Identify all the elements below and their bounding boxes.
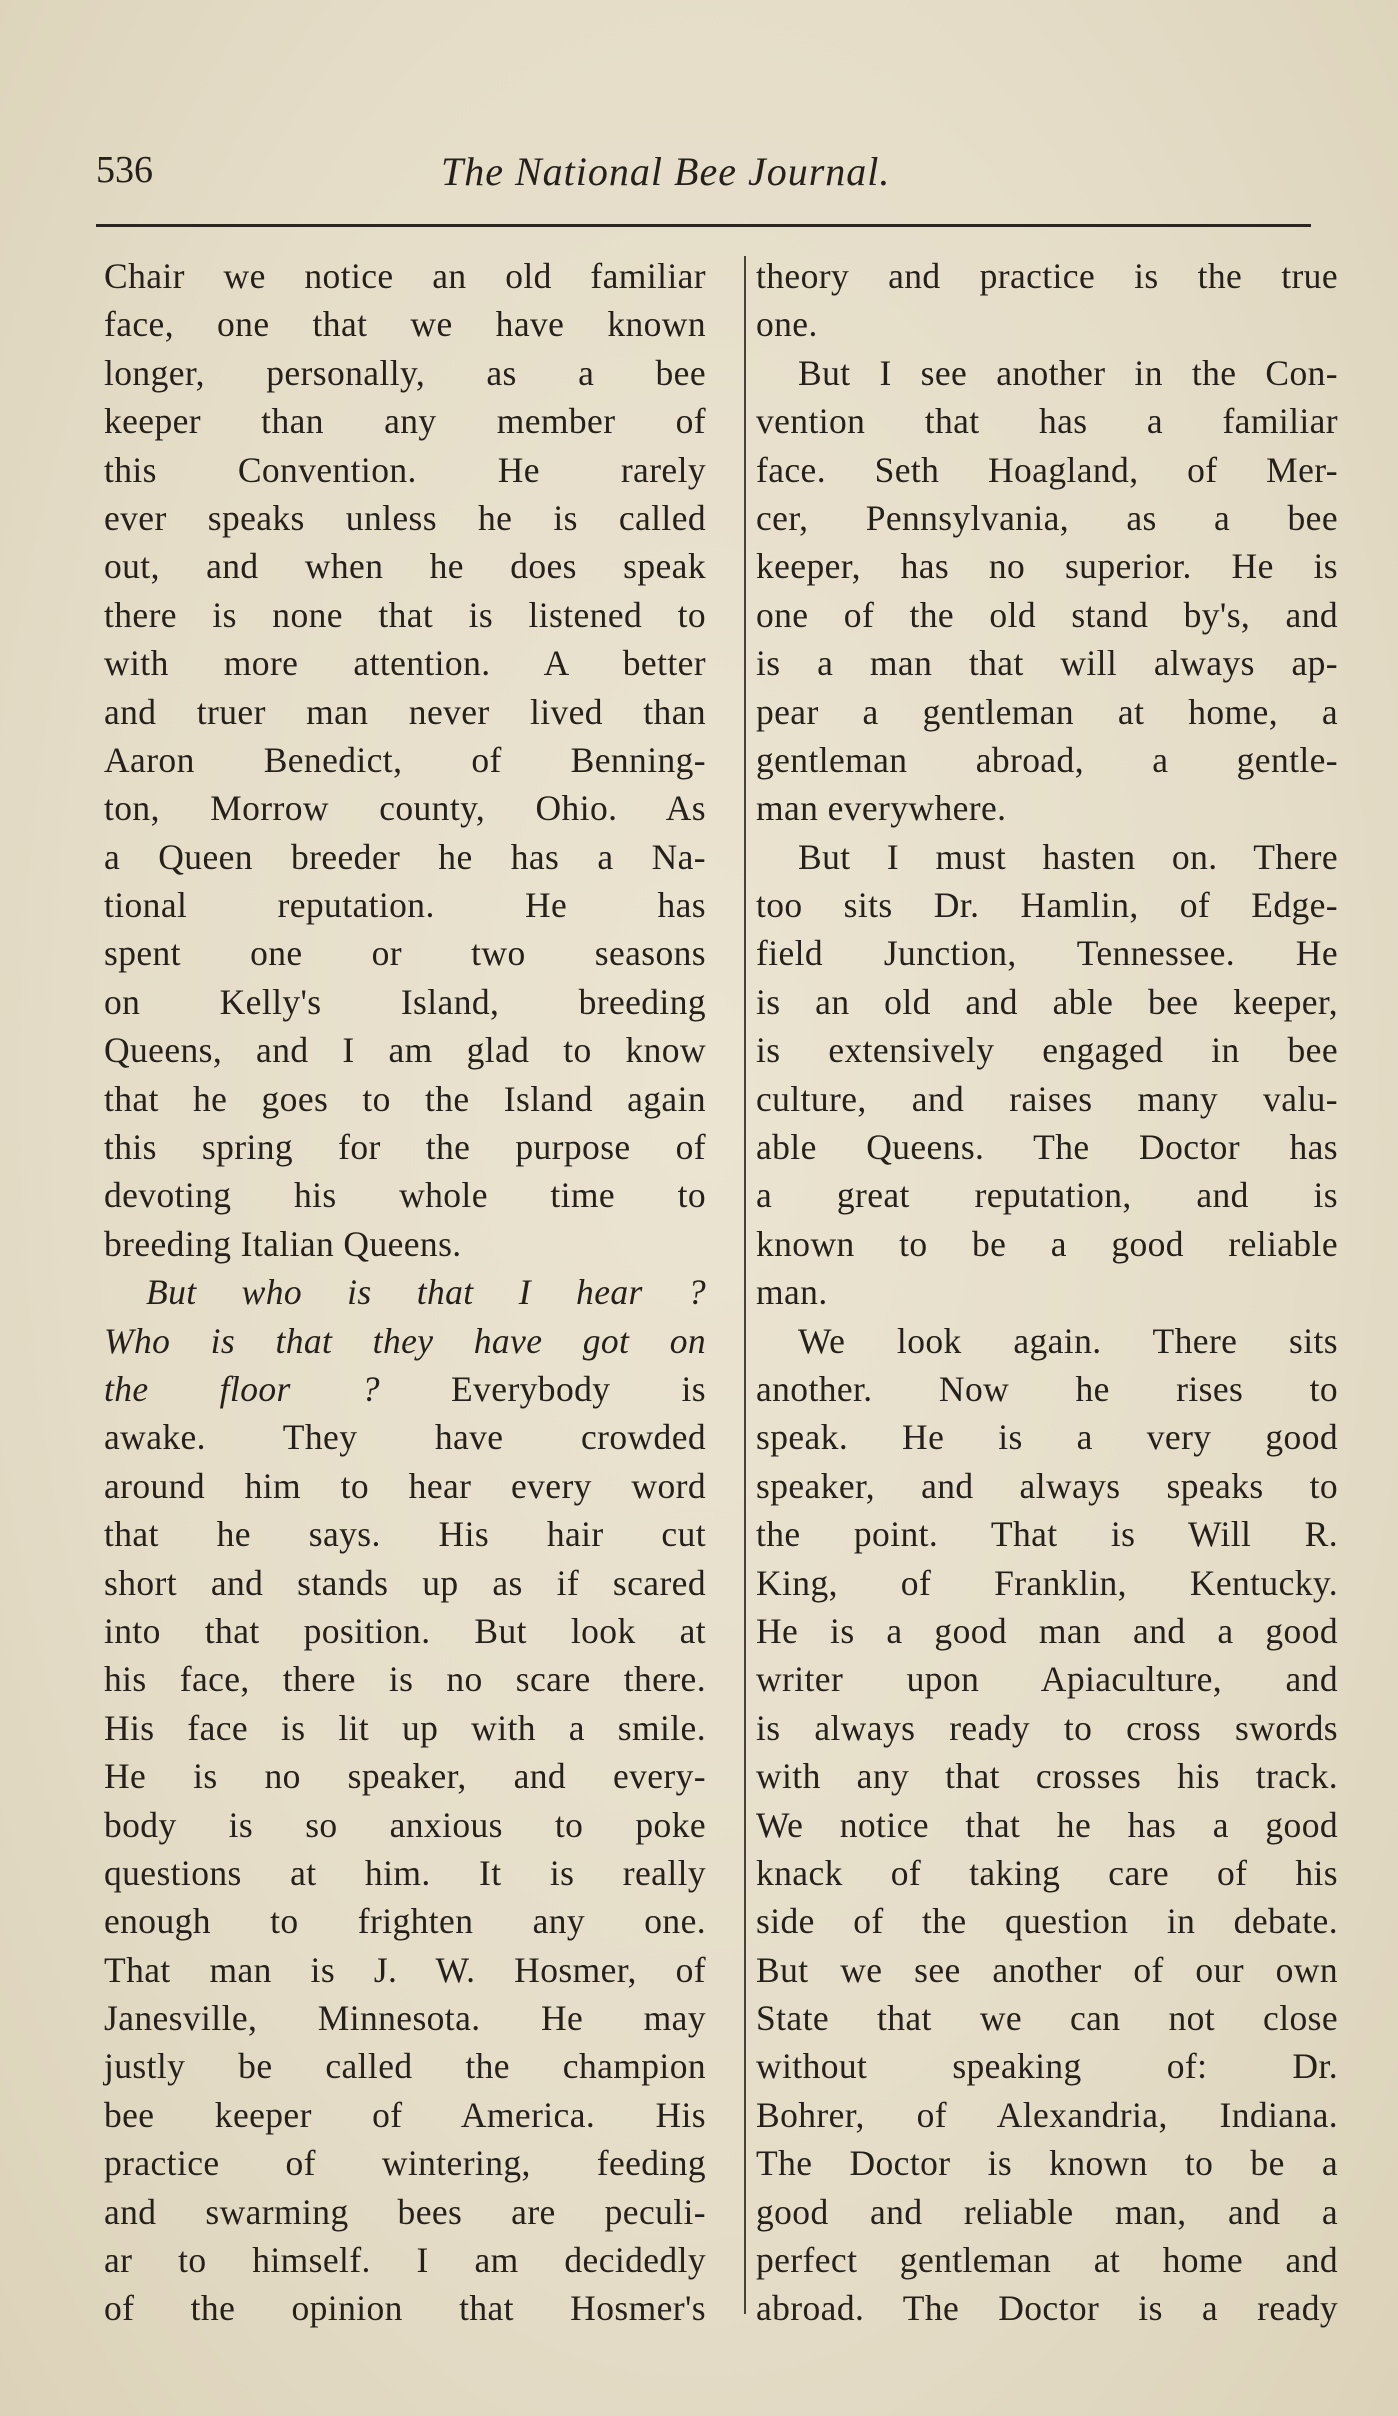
text-line: is extensively engaged in bee xyxy=(756,1030,1338,1071)
text-line: into that position. But look at xyxy=(104,1610,706,1651)
header-rule xyxy=(96,224,1311,227)
text-line: this spring for the purpose of xyxy=(104,1127,706,1168)
text-line: face. Seth Hoagland, of Mer- xyxy=(756,449,1338,490)
text-line: tional reputation. He has xyxy=(104,885,706,926)
text-line: of the opinion that Hosmer's xyxy=(104,2288,706,2329)
text-line: man everywhere. xyxy=(756,788,1007,829)
text-line: that he says. His hair cut xyxy=(104,1514,706,1555)
text-line: is always ready to cross swords xyxy=(756,1707,1338,1748)
text-line: short and stands up as if scared xyxy=(104,1562,706,1603)
italic-line: Who is that they have got on xyxy=(104,1320,706,1361)
text-line: a great reputation, and is xyxy=(756,1175,1338,1216)
text-line: awake. They have crowded xyxy=(104,1417,706,1458)
text-line: The Doctor is known to be a xyxy=(756,2143,1338,2184)
text-line: field Junction, Tennessee. He xyxy=(756,933,1338,974)
text-line: pear a gentleman at home, a xyxy=(756,691,1338,732)
text-line: bee keeper of America. His xyxy=(104,2094,706,2135)
text-line: His face is lit up with a smile. xyxy=(104,1707,706,1748)
text-line: cer, Pennsylvania, as a bee xyxy=(756,497,1338,538)
running-title: The National Bee Journal. xyxy=(441,149,891,194)
text-line: his face, there is no scare there. xyxy=(104,1659,706,1700)
text-line: good and reliable man, and a xyxy=(756,2191,1338,2232)
text-line: Bohrer, of Alexandria, Indiana. xyxy=(756,2094,1338,2135)
text-line: questions at him. It is really xyxy=(104,1852,706,1893)
text-line: breeding Italian Queens. xyxy=(104,1223,462,1264)
text-line: is a man that will always ap- xyxy=(756,643,1338,684)
text-line: able Queens. The Doctor has xyxy=(756,1127,1338,1168)
text-line xyxy=(104,1365,706,1413)
text-line: without speaking of: Dr. xyxy=(756,2046,1338,2087)
page-number: 536 xyxy=(96,149,153,191)
text-line: We notice that he has a good xyxy=(756,1804,1338,1845)
text-line: this Convention. He rarely xyxy=(104,449,706,490)
text-line: speak. He is a very good xyxy=(756,1417,1338,1458)
text-line: practice of wintering, feeding xyxy=(104,2143,706,2184)
text-line: Janesville, Minnesota. He may xyxy=(104,1998,706,2039)
text-line: the point. That is Will R. xyxy=(756,1514,1338,1555)
text-line: out, and when he does speak xyxy=(104,546,706,587)
text-line: around him to hear every word xyxy=(104,1465,706,1506)
text-line: abroad. The Doctor is a ready xyxy=(756,2288,1338,2329)
text-line: writer upon Apiaculture, and xyxy=(756,1659,1338,1700)
left-column xyxy=(104,252,706,2333)
text-line: ton, Morrow county, Ohio. As xyxy=(104,788,706,829)
column-rule xyxy=(744,256,746,2314)
text-line: perfect gentleman at home and xyxy=(756,2240,1338,2281)
text-line: with more attention. A better xyxy=(104,643,706,684)
text-phrase: Everybody is xyxy=(379,1368,706,1409)
text-line: vention that has a familiar xyxy=(756,401,1338,442)
text-line: Aaron Benedict, of Benning- xyxy=(104,739,706,780)
text-line: But we see another of our own xyxy=(756,1949,1338,1990)
text-line: a Queen breeder he has a Na- xyxy=(104,836,706,877)
text-line: another. Now he rises to xyxy=(756,1368,1338,1409)
text-line: that he goes to the Island again xyxy=(104,1078,706,1119)
text-line: Chair we notice an old familiar xyxy=(104,256,706,296)
text-line: and swarming bees are peculi- xyxy=(104,2191,706,2232)
text-line: there is none that is listened to xyxy=(104,594,706,635)
text-line: knack of taking care of his xyxy=(756,1852,1338,1893)
text-line: Queens, and I am glad to know xyxy=(104,1030,706,1071)
text-line: ever speaks unless he is called xyxy=(104,497,706,538)
text-line: justly be called the champion xyxy=(104,2046,706,2087)
right-column xyxy=(756,252,1338,2333)
text-line: is an old and able bee keeper, xyxy=(756,981,1338,1022)
text-line: He is no speaker, and every- xyxy=(104,1756,706,1797)
text-line: But I see another in the Con- xyxy=(798,352,1338,393)
text-line: side of the question in debate. xyxy=(756,1901,1338,1942)
text-line: man. xyxy=(756,1272,828,1313)
text-line: body is so anxious to poke xyxy=(104,1804,706,1845)
text-line: But I must hasten on. There xyxy=(798,836,1338,877)
text-line: gentleman abroad, a gentle- xyxy=(756,739,1338,780)
text-line: That man is J. W. Hosmer, of xyxy=(104,1949,706,1990)
text-line: keeper, has no superior. He is xyxy=(756,546,1338,587)
text-line: ar to himself. I am decidedly xyxy=(104,2240,706,2281)
text-line: State that we can not close xyxy=(756,1998,1338,2039)
text-line: We look again. There sits xyxy=(798,1320,1338,1361)
text-line: one. xyxy=(756,304,818,345)
text-line: theory and practice is the true xyxy=(756,256,1338,296)
text-line: too sits Dr. Hamlin, of Edge- xyxy=(756,885,1338,926)
text-line: culture, and raises many valu- xyxy=(756,1078,1338,1119)
italic-line: But who is that I hear ? xyxy=(146,1272,706,1313)
text-line: King, of Franklin, Kentucky. xyxy=(756,1562,1338,1603)
text-line: keeper than any member of xyxy=(104,401,706,442)
page-header xyxy=(96,148,1306,208)
text-line: and truer man never lived than xyxy=(104,691,706,732)
text-line: with any that crosses his track. xyxy=(756,1756,1338,1797)
text-line: He is a good man and a good xyxy=(756,1610,1338,1651)
text-line: longer, personally, as a bee xyxy=(104,352,706,393)
text-line: on Kelly's Island, breeding xyxy=(104,981,706,1022)
text-line: known to be a good reliable xyxy=(756,1223,1338,1264)
text-line: one of the old stand by's, and xyxy=(756,594,1338,635)
text-line: enough to frighten any one. xyxy=(104,1901,706,1942)
text-line: spent one or two seasons xyxy=(104,933,706,974)
text-line: speaker, and always speaks to xyxy=(756,1465,1338,1506)
text-line: face, one that we have known xyxy=(104,304,706,345)
italic-phrase: the floor ? xyxy=(104,1368,380,1409)
text-line: devoting his whole time to xyxy=(104,1175,706,1216)
